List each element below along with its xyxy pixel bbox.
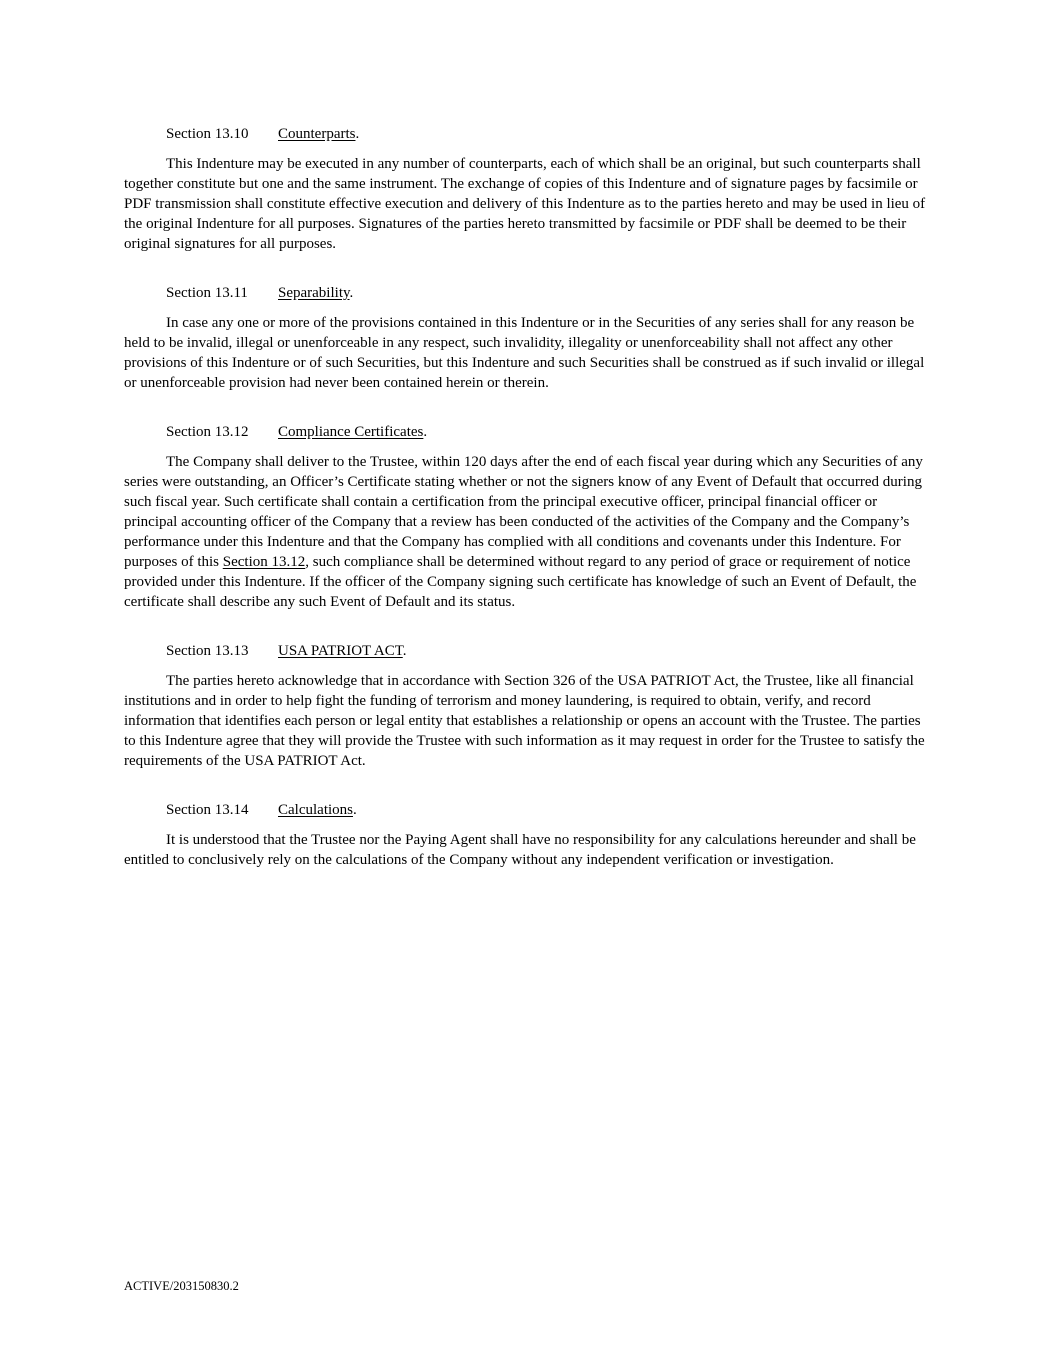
section-13-10 xyxy=(124,124,934,254)
section-body: The parties hereto acknowledge that in accordance with Section 326 of the USA PATRIOT Act, the Trustee, like all financial institutions and in order to help fight the funding of terrorism and money laundering, is required to obtain, verify, and record information that identifies each person or legal entity that establishes a relationship or opens an account with the Trustee. The parties to this Indenture agree that they will provide the Trustee with such information as it may request in order for the Trustee to satisfy the requirements of the USA PATRIOT Act. xyxy=(124,673,925,769)
section-number: Section 13.11 xyxy=(166,285,248,301)
section-13-11 xyxy=(124,283,934,393)
section-heading xyxy=(124,283,934,303)
section-number: Section 13.12 xyxy=(166,424,249,440)
section-number: Section 13.13 xyxy=(166,643,249,659)
section-title: Separability xyxy=(278,285,350,301)
section-title-suffix: . xyxy=(353,802,357,818)
section-title: Calculations xyxy=(278,802,353,818)
section-number: Section 13.10 xyxy=(166,126,249,142)
section-title-suffix: . xyxy=(402,643,407,659)
section-title-suffix: . xyxy=(349,285,354,301)
section-body: In case any one or more of the provisions contained in this Indenture or in the Securities of any series shall for any reason be held to be invalid, illegal or unenforceable in any respect, such invalidity, illegality or unenforceability shall not affect any other provisions of this Indenture or of such Securities, but this Indenture and such Securities shall be construed as if such invalid or illegal or unenforceable provision had never been contained herein or therein. xyxy=(124,315,925,391)
section-heading xyxy=(124,422,934,442)
document-page xyxy=(124,124,934,899)
section-heading xyxy=(124,124,934,144)
section-title: USA PATRIOT ACT xyxy=(278,643,403,659)
section-title: Counterparts xyxy=(278,126,356,142)
section-cross-reference-link[interactable]: Section 13.12 xyxy=(222,554,306,570)
section-number: Section 13.14 xyxy=(166,802,249,818)
section-title-suffix: . xyxy=(355,126,360,142)
section-13-14 xyxy=(124,800,934,870)
section-heading xyxy=(124,641,934,661)
section-body-part2: , such compliance shall be determined without regard to any period of grace or requirement of notice provided under this Indenture. If the officer of the Company signing such certificate has knowledge of such an Event of Default, the certificate shall describe any such Event of Default and its status. xyxy=(124,554,917,610)
section-body: This Indenture may be executed in any number of counterparts, each of which shall be an original, but such counterparts shall together constitute but one and the same instrument. The exchange of copies of this Indenture and of signature pages by facsimile or PDF transmission shall constitute effective execution and delivery of this Indenture as to the parties hereto and may be used in lieu of the original Indenture for all purposes. Signatures of the parties hereto transmitted by facsimile or PDF shall be deemed to be their original signatures for all purposes. xyxy=(124,156,926,252)
section-body: It is understood that the Trustee nor the Paying Agent shall have no responsibility for any calculations hereunder and shall be entitled to conclusively rely on the calculations of the Company without any independent verification or investigation. xyxy=(124,832,916,868)
section-body-part1: The Company shall deliver to the Trustee, within 120 days after the end of each fiscal year during which any Securities of any series were outstanding, an Officer’s Certificate stating whether or not the signers know of any Event of Default that occurred during such fiscal year. Such certificate shall contain a certification from the principal executive officer, principal financial officer or principal accounting officer of the Company that a review has been conducted of the activities of the Company and the Company’s performance under this Indenture and that the Company has complied with all conditions and covenants under this Indenture. For purposes of this xyxy=(124,454,923,570)
section-heading xyxy=(124,800,934,820)
section-title-suffix: . xyxy=(423,424,428,440)
section-13-13 xyxy=(124,641,934,771)
section-body xyxy=(124,452,934,612)
section-title: Compliance Certificates xyxy=(278,424,424,440)
section-13-12 xyxy=(124,422,934,612)
document-id-footer: ACTIVE/203150830.2 xyxy=(124,1279,239,1293)
